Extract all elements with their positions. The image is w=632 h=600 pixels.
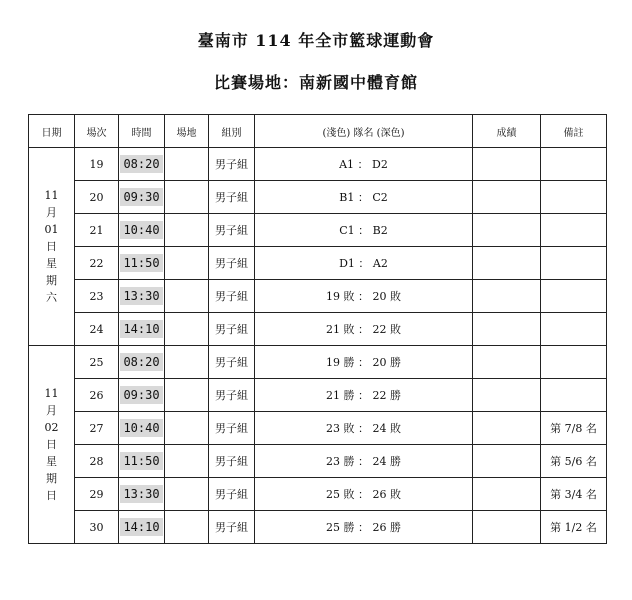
table-row <box>29 280 607 313</box>
schedule-table <box>28 114 607 544</box>
header-court: 場地 <box>165 115 209 148</box>
header-score: 成績 <box>473 115 541 148</box>
date-line: 月 <box>46 206 57 219</box>
matchup-cell: 23 勝 ： 24 勝 <box>255 445 473 478</box>
matchup-cell: 19 敗 ： 20 敗 <box>255 280 473 313</box>
score-cell <box>473 511 541 544</box>
score-cell <box>473 379 541 412</box>
note-cell <box>541 379 607 412</box>
group-cell: 男子組 <box>209 346 255 379</box>
game-time <box>119 280 165 313</box>
note-cell <box>541 313 607 346</box>
matchup-cell: 23 敗 ： 24 敗 <box>255 412 473 445</box>
date-line: 期 <box>46 274 57 287</box>
game-number: 22 <box>75 247 119 280</box>
date-line: 02 <box>44 421 59 434</box>
note-cell <box>541 280 607 313</box>
date-line: 期 <box>46 472 57 485</box>
date-line: 日 <box>46 240 57 253</box>
group-cell: 男子組 <box>209 445 255 478</box>
score-cell <box>473 148 541 181</box>
table-row <box>29 214 607 247</box>
table-row <box>29 478 607 511</box>
date-line: 六 <box>46 291 57 304</box>
game-time <box>119 313 165 346</box>
time-label: 14:10 <box>120 518 162 536</box>
matchup-cell: 25 敗 ： 26 敗 <box>255 478 473 511</box>
game-time <box>119 379 165 412</box>
game-time <box>119 478 165 511</box>
time-label: 13:30 <box>120 287 162 305</box>
time-label: 08:20 <box>120 155 162 173</box>
matchup-cell: B1 ： C2 <box>255 181 473 214</box>
score-cell <box>473 247 541 280</box>
group-cell: 男子組 <box>209 313 255 346</box>
court-cell <box>165 214 209 247</box>
header-date: 日期 <box>29 115 75 148</box>
table-row <box>29 412 607 445</box>
group-cell: 男子組 <box>209 379 255 412</box>
game-time <box>119 511 165 544</box>
score-cell <box>473 214 541 247</box>
group-cell: 男子組 <box>209 478 255 511</box>
game-time <box>119 148 165 181</box>
game-number: 29 <box>75 478 119 511</box>
court-cell <box>165 511 209 544</box>
game-number: 30 <box>75 511 119 544</box>
note-cell: 第 3/4 名 <box>541 478 607 511</box>
group-cell: 男子組 <box>209 412 255 445</box>
table-row <box>29 379 607 412</box>
score-cell <box>473 313 541 346</box>
group-cell: 男子組 <box>209 214 255 247</box>
court-cell <box>165 148 209 181</box>
matchup-cell: 25 勝 ： 26 勝 <box>255 511 473 544</box>
game-number: 24 <box>75 313 119 346</box>
date-cell <box>29 148 75 346</box>
court-cell <box>165 247 209 280</box>
time-label: 09:30 <box>120 188 162 206</box>
score-cell <box>473 181 541 214</box>
date-line: 11 <box>44 189 59 202</box>
note-cell <box>541 247 607 280</box>
note-cell: 第 5/6 名 <box>541 445 607 478</box>
score-cell <box>473 445 541 478</box>
score-cell <box>473 280 541 313</box>
date-line: 11 <box>44 387 59 400</box>
score-cell <box>473 412 541 445</box>
note-cell <box>541 214 607 247</box>
game-time <box>119 247 165 280</box>
matchup-cell: A1 ： D2 <box>255 148 473 181</box>
court-cell <box>165 412 209 445</box>
date-line: 01 <box>44 223 59 236</box>
time-label: 13:30 <box>120 485 162 503</box>
group-cell: 男子組 <box>209 511 255 544</box>
score-cell <box>473 478 541 511</box>
game-number: 28 <box>75 445 119 478</box>
time-label: 14:10 <box>120 320 162 338</box>
score-cell <box>473 346 541 379</box>
header-teams: (淺色) 隊名 (深色) <box>255 115 473 148</box>
venue-subtitle: 比賽場地：南新國中體育館 <box>213 73 418 92</box>
court-cell <box>165 280 209 313</box>
group-cell: 男子組 <box>209 148 255 181</box>
table-row <box>29 181 607 214</box>
table-row <box>29 247 607 280</box>
game-number: 19 <box>75 148 119 181</box>
game-time <box>119 445 165 478</box>
table-row <box>29 445 607 478</box>
game-time <box>119 412 165 445</box>
game-time <box>119 214 165 247</box>
table-row <box>29 346 607 379</box>
note-cell <box>541 346 607 379</box>
note-cell <box>541 148 607 181</box>
table-row <box>29 313 607 346</box>
matchup-cell: D1 ： A2 <box>255 247 473 280</box>
game-number: 21 <box>75 214 119 247</box>
court-cell <box>165 445 209 478</box>
court-cell <box>165 313 209 346</box>
game-number: 20 <box>75 181 119 214</box>
game-number: 26 <box>75 379 119 412</box>
header-row <box>29 115 607 148</box>
header-game: 場次 <box>75 115 119 148</box>
table-row <box>29 511 607 544</box>
date-cell <box>29 346 75 544</box>
time-label: 08:20 <box>120 353 162 371</box>
header-time: 時間 <box>119 115 165 148</box>
date-line: 星 <box>46 257 57 270</box>
court-cell <box>165 181 209 214</box>
header-note: 備註 <box>541 115 607 148</box>
matchup-cell: 21 勝 ： 22 勝 <box>255 379 473 412</box>
group-cell: 男子組 <box>209 280 255 313</box>
time-label: 10:40 <box>120 221 162 239</box>
group-cell: 男子組 <box>209 247 255 280</box>
matchup-cell: 21 敗 ： 22 敗 <box>255 313 473 346</box>
matchup-cell: 19 勝 ： 20 勝 <box>255 346 473 379</box>
date-line: 日 <box>46 489 57 502</box>
time-label: 10:40 <box>120 419 162 437</box>
table-row <box>29 148 607 181</box>
schedule-body <box>29 148 607 544</box>
date-line: 日 <box>46 438 57 451</box>
court-cell <box>165 379 209 412</box>
game-number: 23 <box>75 280 119 313</box>
time-label: 11:50 <box>120 452 162 470</box>
document-title: 臺南市 114 年全市籃球運動會 <box>197 31 435 50</box>
matchup-cell: C1 ： B2 <box>255 214 473 247</box>
group-cell: 男子組 <box>209 181 255 214</box>
court-cell <box>165 346 209 379</box>
game-number: 25 <box>75 346 119 379</box>
time-label: 09:30 <box>120 386 162 404</box>
date-line: 星 <box>46 455 57 468</box>
note-cell: 第 1/2 名 <box>541 511 607 544</box>
time-label: 11:50 <box>120 254 162 272</box>
game-time <box>119 181 165 214</box>
header-group: 組別 <box>209 115 255 148</box>
note-cell <box>541 181 607 214</box>
note-cell: 第 7/8 名 <box>541 412 607 445</box>
court-cell <box>165 478 209 511</box>
date-line: 月 <box>46 404 57 417</box>
game-number: 27 <box>75 412 119 445</box>
game-time <box>119 346 165 379</box>
